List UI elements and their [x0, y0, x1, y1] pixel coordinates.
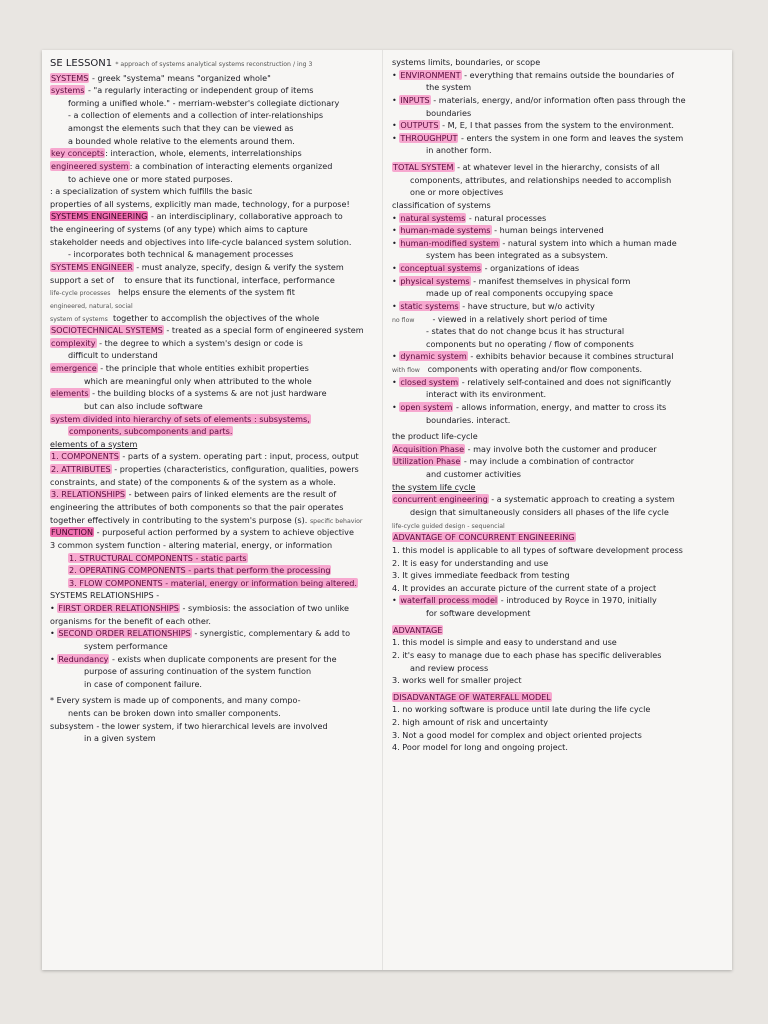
engineered-system: engineered system: a combination of interacting elements organized	[51, 160, 333, 171]
subsystem: subsystem - the lower system, if two hierarchical levels are involved	[50, 720, 328, 731]
sociotechnical: SOCIOTECHNICAL SYSTEMS - treated as a special form of engineered system	[51, 325, 364, 336]
elements: elements - the building blocks of a systems & are not just hardware	[51, 388, 327, 399]
left-column: SE LESSON1 * approach of systems analytical systems reconstruction / ing 3 SYSTEMS - greek "systema" means "organized whole" systems - "a regularly interacting or independent group of items forming a unified whole." - merriam-webster's collegiate dictionary - a collection of elements and a collection of inter-relationships amongst the elements such that they can be viewed as a bounded whole relative to the elements around them. key concepts: interaction, whole, elements, interrelationships engineered system: a combination of interacting elements organized to achieve one or more stated purposes. : a specialization of system which fulfills the basic properties of all systems, explicitly man made, technology, for a purpose! SYSTEMS ENGINEERING - an interdisciplinary, collaborative approach to the engineering of systems (of any type) which aims to capture stakeholder needs and objectives into life-cycle balanced system solution. - incorporates both technical & management processes SYSTEMS ENGINEER - must analyze, specify, design & verify the system support a set of to ensure that its functional, interface, performance life-cycle processes helps ensure the elements of the system fit engineered, natural, social system of systems together to accomplish the objectives of the whole SOCIOTECHNICAL SYSTEMS - treated as a special form of engineered system complexity - the degree to which a system's design or code is difficult to understand emergence - the principle that whole entities exhibit properties which are meaningful only when attributed to the whole elements - the building blocks of a systems & are not just hardware but can also include software system divided into hierarchy of sets of elements : subsystems, components, subcomponents and parts. elements of a system 1. COMPONENTS - parts of a system. operating part : input, process, output 2. ATTRIBUTES - properties (characteristics, configuration, qualities, powers constraints, and state) of the components & of the system as a whole. 3. RELATIONSHIPS - between pairs of linked elements are the result of engineering the attributes of both components so that the pair operates together effectively in contributing to the system's purpose (s). specific behavior FUNCTION - purposeful action performed by a system to achieve objective 3 common system function - altering material, energy, or information 1. STRUCTURAL COMPONENTS - static parts 2. OPERATING COMPONENTS - parts that perform the processing 3. FLOW COMPONENTS - material, energy or information being altered. SYSTEMS RELATIONSHIPS - • FIRST ORDER RELATIONSHIPS - symbiosis: the association of two unlike organisms for the benefit of each other. • SECOND ORDER RELATIONSHIPS - synergistic, complementary & add to system performance • Redundancy - exists when duplicate components are present for the purpose of assuring continuation of the system function in case of component failure. * Every system is made up of components, and many compo- nents can be broken down into smaller components. subsystem - the lower system, if two hierarchical levels are involved in a given system	[50, 56, 380, 745]
every-system-note: * Every system is made up of components, and many compo-	[50, 695, 301, 706]
elements-heading: elements of a system	[50, 438, 138, 449]
hierarchy: system divided into hierarchy of sets of elements : subsystems,	[51, 413, 310, 424]
systems-engineering: SYSTEMS ENGINEERING - an interdisciplinary, collaborative approach to	[51, 211, 343, 222]
waterfall-model: • waterfall process model - introduced by Royce in 1970, initially	[392, 595, 657, 606]
relationships-heading: SYSTEMS RELATIONSHIPS -	[50, 590, 160, 601]
notes-title: SE LESSON1 * approach of systems analytical systems reconstruction / ing 3	[50, 58, 313, 69]
classification-heading: classification of systems	[392, 199, 491, 210]
disadvantage-heading: DISADVANTAGE OF WATERFALL MODEL	[393, 691, 551, 702]
key-concepts: key concepts: interaction, whole, elements, interrelationships	[51, 148, 302, 159]
total-system: TOTAL SYSTEM - at whatever level in the hierarchy, consists of all	[393, 162, 660, 172]
outputs: • OUTPUTS - M, E, I that passes from the system to the environment.	[392, 120, 674, 131]
page-fold	[382, 50, 383, 970]
throughput: • THROUGHPUT - enters the system in one form and leaves the system	[392, 132, 684, 143]
environment: • ENVIRONMENT - everything that remains outside the boundaries of	[392, 69, 674, 80]
function: FUNCTION - purposeful action performed by a system to achieve objective	[51, 527, 354, 538]
advantage-concurrent-heading: ADVANTAGE OF CONCURRENT ENGINEERING	[393, 532, 575, 543]
complexity: complexity - the degree to which a system's design or code is	[51, 337, 303, 348]
systems-engineer: SYSTEMS ENGINEER - must analyze, specify, design & verify the system	[51, 261, 344, 272]
systems-definition: SYSTEMS - greek "systema" means "organized whole"	[51, 72, 271, 83]
system-life-cycle: the system life cycle	[392, 481, 476, 492]
right-column: systems limits, boundaries, or scope • ENVIRONMENT - everything that remains outside the boundaries of the system • INPUTS - materials, energy, and/or information often pass through the boundaries • OUTPUTS - M, E, I that passes from the system to the environment. • THROUGHPUT - enters the system in one form and leaves the system in another form. TOTAL SYSTEM - at whatever level in the hierarchy, consists of all components, attributes, and relationships needed to accomplish one or more objectives classification of systems • natural systems - natural processes • human-made systems - human beings intervened • human-modified system - natural system into which a human made system has been integrated as a subsystem. • conceptual systems - organizations of ideas • physical systems - manifest themselves in physical form made up of real components occupying space • static systems - have structure, but w/o activity no flow - viewed in a relatively short period of time - states that do not change bcus it has structural components but no operating / flow of components • dynamic system - exhibits behavior because it combines structural with flow components with operating and/or flow components. • closed system - relatively self-contained and does not significantly interact with its environment. • open system - allows information, energy, and matter to cross its boundaries. interact. the product life-cycle Acquisition Phase - may involve both the customer and producer Utilization Phase - may include a combination of contractor and customer activities the system life cycle concurrent engineering - a systematic approach to creating a system design that simultaneously considers all phases of the life cycle life-cycle guided design - sequencial ADVANTAGE OF CONCURRENT ENGINEERING 1. this model is applicable to all types of software development process 2. It is easy for understanding and use 3. It gives immediate feedback from testing 4. It provides an accurate picture of the current state of a project • waterfall process model - introduced by Royce in 1970, initially for software development ADVANTAGE 1. this model is simple and easy to understand and use 2. it's easy to manage due to each phase has specific deliverables and review process 3. works well for smaller project DISADVANTAGE OF WATERFALL MODEL 1. no working software is produce until late during the life cycle 2. high amount of risk and uncertainty 3. Not a good model for complex and object oriented projects 4. Poor model for long and ongoing project.	[392, 56, 726, 754]
product-life-cycle: the product life-cycle	[392, 431, 478, 442]
notes-paper	[42, 50, 732, 970]
advantage-heading: ADVANTAGE	[393, 624, 443, 635]
emergence: emergence - the principle that whole entities exhibit properties	[51, 363, 309, 374]
inputs: • INPUTS - materials, energy, and/or information often pass through the	[392, 94, 686, 105]
